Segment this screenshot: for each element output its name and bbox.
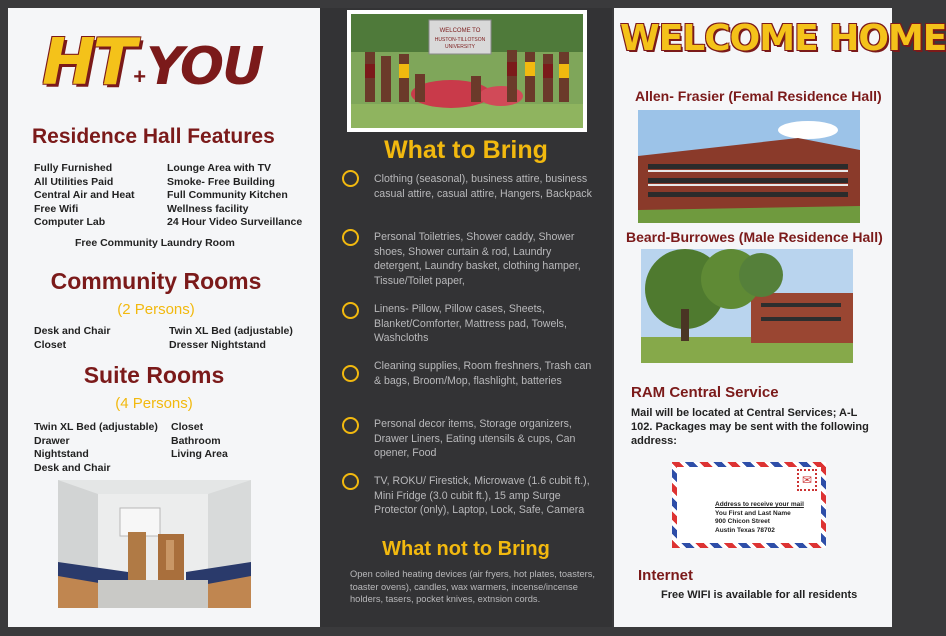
bring-item: Cleaning supplies, Room freshners, Trash can & bags, Broom/Mop, flashlight, batteries — [374, 360, 592, 387]
features-col1 — [34, 162, 135, 230]
what-not-to-bring-title: What not to Bring — [382, 538, 550, 560]
room-item: Nightstand — [34, 448, 89, 461]
feature-item: Lounge Area with TV — [167, 162, 272, 174]
middle-panel — [320, 8, 612, 627]
bring-item: Personal Toiletries, Shower caddy, Shower shoes, Shower curtain & rod, Laundry detergent, Laundry basket, clothing hamper, Tissue/Toilet paper, — [374, 231, 581, 287]
ram-central-title: RAM Central Service — [631, 384, 779, 401]
suite-persons: (4 Persons) — [115, 395, 193, 412]
envelope-line: Austin Texas 78702 — [715, 526, 775, 534]
suite-rooms-title: Suite Rooms — [83, 362, 225, 388]
feature-item: Free Wifi — [34, 202, 79, 215]
community-rooms-title: Community Rooms — [50, 268, 262, 294]
room-item: Desk and Chair — [34, 325, 111, 337]
bring-item: Linens- Pillow, Pillow cases, Sheets, Blanket/Comforter, Mattress pad, Towels, Washcloths — [374, 303, 567, 345]
bullet-circle-icon — [342, 302, 359, 319]
sign-line-2: HUSTON-TILLOTSON — [434, 37, 486, 43]
beard-burrowes-photo — [641, 249, 853, 363]
dorm-room-photo — [58, 480, 251, 608]
community-col1 — [34, 325, 110, 352]
logo-plus: + — [133, 64, 147, 89]
room-item: Living Area — [171, 448, 228, 461]
what-to-bring-title: What to Bring — [384, 136, 548, 164]
dorm-room-illustration — [58, 480, 251, 608]
features-col2 — [167, 162, 302, 230]
feature-item: 24 Hour Video Surveillance — [167, 216, 303, 229]
feature-item: Wellness facility — [167, 202, 249, 215]
feature-item: Smoke- Free Building — [167, 175, 275, 188]
bullet-circle-icon — [342, 229, 359, 246]
feature-item: Full Community Kitchen — [167, 189, 288, 202]
internet-text: Free WIFI is available for all residents — [661, 589, 858, 601]
allen-frasier-photo — [638, 110, 860, 223]
sign-line-1: WELCOME TO — [439, 28, 481, 34]
bullet-circle-icon — [342, 365, 359, 382]
room-item: Twin XL Bed (adjustable) — [169, 325, 293, 337]
suite-col2 — [171, 421, 228, 462]
logo-ht: HT — [42, 26, 134, 100]
suite-col1 — [34, 421, 158, 475]
feature-item: Fully Furnished — [34, 162, 113, 174]
room-item: Closet — [34, 338, 67, 351]
hall1-title: Allen- Frasier (Femal Residence Hall) — [635, 88, 882, 104]
bullet-circle-icon — [342, 473, 359, 490]
community-col2 — [169, 325, 293, 352]
ht-you-logo — [42, 26, 262, 100]
ram-central-text: Mail will be located at Central Services; A-L 102. Packages may be sent with the following address: — [631, 407, 869, 447]
logo-you: YOU — [146, 37, 263, 97]
room-item: Dresser Nightstand — [169, 338, 266, 351]
stamp-icon: ✉ — [797, 469, 817, 491]
bring-item: Clothing (seasonal), business attire, business casual attire, casual attire, Hangers, Backpack — [374, 173, 592, 200]
room-item: Closet — [171, 421, 204, 433]
room-item: Drawer — [34, 434, 70, 447]
envelope-heading: Address to receive your mail — [715, 501, 804, 508]
sign-line-3: UNIVERSITY — [444, 44, 476, 50]
group-photo-illustration — [351, 14, 583, 128]
envelope-address — [715, 501, 804, 535]
feature-item: All Utilities Paid — [34, 175, 114, 188]
features-title: Residence Hall Features — [32, 125, 275, 148]
room-item: Bathroom — [171, 434, 221, 447]
envelope-graphic — [672, 462, 826, 548]
bullet-circle-icon — [342, 417, 359, 434]
hall2-title: Beard-Burrowes (Male Residence Hall) — [626, 229, 883, 245]
left-panel — [8, 8, 320, 627]
bring-item: Personal decor items, Storage organizers, Drawer Liners, Eating utensils & cups, Can opener, Food — [374, 418, 576, 460]
welcome-home-title: WELCOME HOME — [620, 18, 946, 59]
internet-title: Internet — [638, 567, 694, 584]
bullet-circle-icon — [342, 170, 359, 187]
envelope-line: You First and Last Name — [715, 509, 791, 517]
community-persons: (2 Persons) — [117, 301, 195, 318]
feature-item: Computer Lab — [34, 216, 106, 229]
room-item: Twin XL Bed (adjustable) — [34, 421, 158, 433]
room-item: Desk and Chair — [34, 461, 111, 474]
building-illustration — [641, 249, 853, 363]
welcome-sign-photo — [347, 10, 587, 132]
features-footer: Free Community Laundry Room — [75, 237, 235, 249]
not-bring-text: Open coiled heating devices (air fryers, hot plates, toasters, toaster ovens), candles, wax warmers, incense/incense holders, tasers, pocket knives, extnsion cords. — [350, 569, 595, 605]
bring-item: TV, ROKU/ Firestick, Microwave (1.6 cubit ft.), Mini Fridge (3.0 cubit ft.), 15 amp Surge Protector (only), Laptop, Lock, Safe, Camera — [374, 475, 590, 517]
envelope-line: 900 Chicon Street — [715, 518, 770, 526]
feature-item: Central Air and Heat — [34, 189, 135, 202]
building-illustration — [638, 110, 860, 223]
right-panel — [614, 8, 946, 627]
